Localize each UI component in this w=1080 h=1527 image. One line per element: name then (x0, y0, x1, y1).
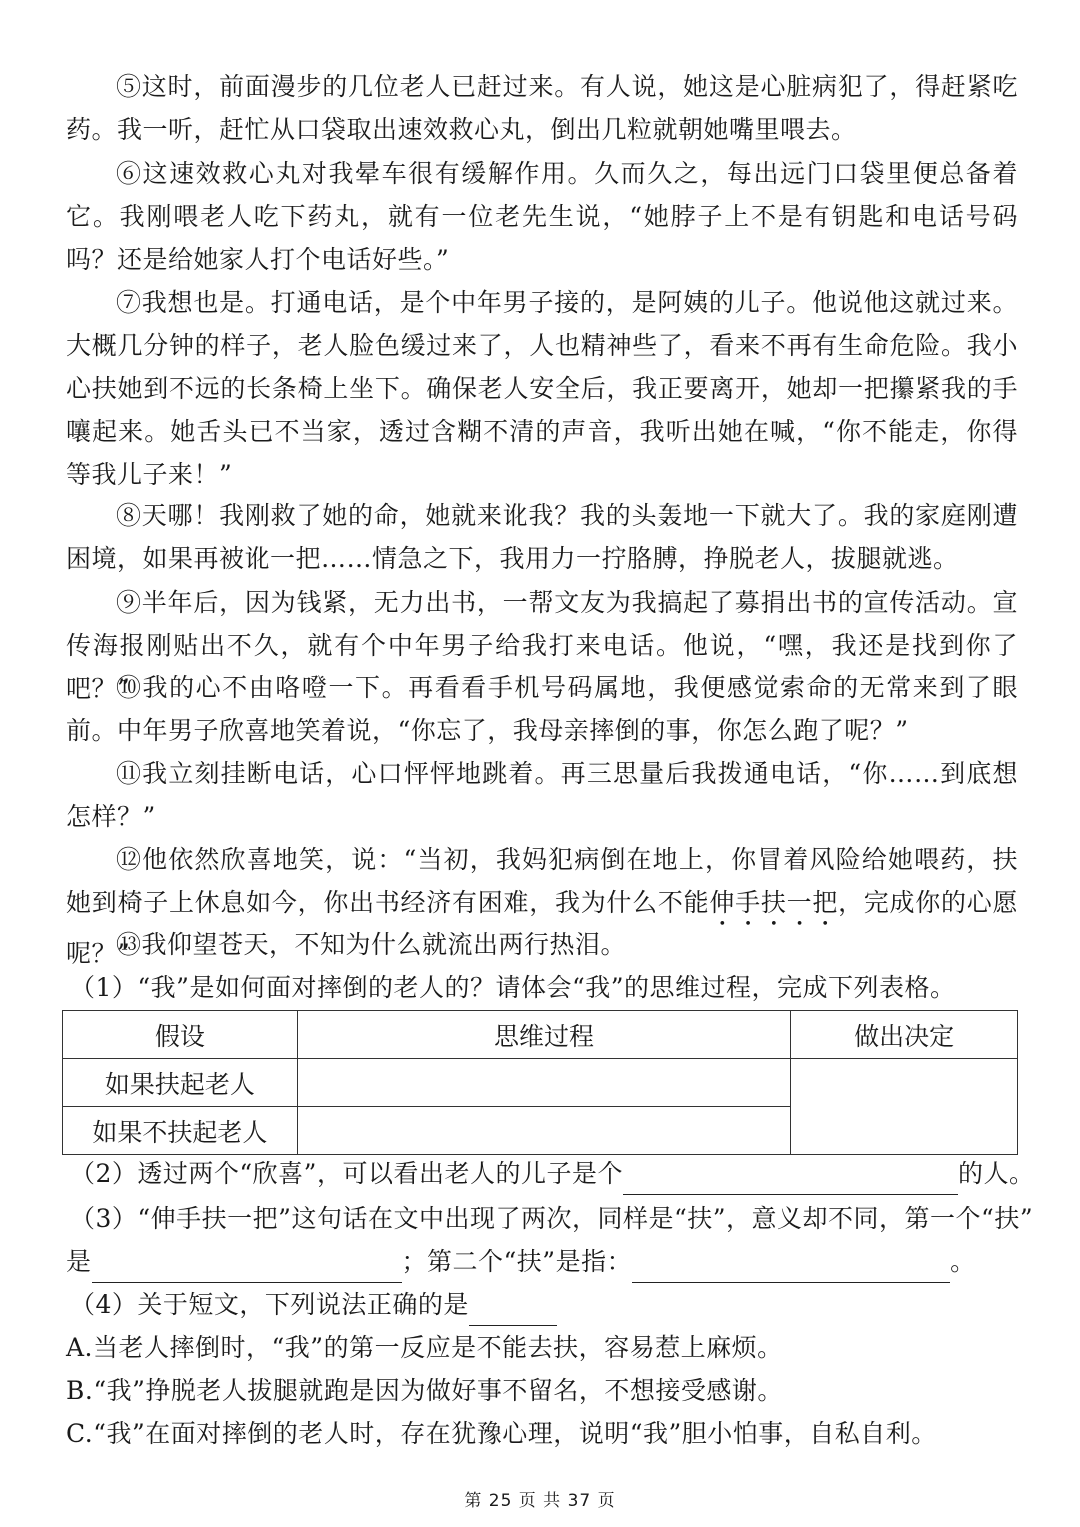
answer-cell-decision[interactable] (791, 1059, 1018, 1155)
row-no-help-label: 如果不扶起老人 (63, 1107, 298, 1155)
question-2 (70, 1152, 1035, 1195)
question-2-end: 的人。 (957, 1159, 1035, 1188)
paragraph-9: ⑨半年后，因为钱紧，无力出书，一帮文友为我搞起了募捐出书的宣传活动。宣传海报刚贴出不久，就有个中年男子给我打来电话。他说，“嘿，我还是找到你了吧？” (66, 588, 1018, 703)
paragraph-7: ⑦我想也是。打通电话，是个中年男子接的，是阿姨的儿子。他说他这就过来。大概几分钟的样子，老人脸色缓过来了，人也精神些了，看来不再有生命危险。我小心扶她到不远的长条椅上坐下。确保老人安全后，我正要离开，她却一把攥紧我的手嚷起来。她舌头已不当家，透过含糊不清的声音，我听出她在喊，“你不能走，你得等我儿子来！” (66, 288, 1018, 489)
table-header-row (63, 1011, 1018, 1059)
paragraph-6: ⑥这速效救心丸对我晕车很有缓解作用。久而久之，每出远门口袋里便总备着它。我刚喂老人吃下药丸，就有一位老先生说，“她脖子上不是有钥匙和电话号码吗？还是给她家人打个电话好些。” (66, 159, 1018, 274)
question-4-text: （4）关于短文，下列说法正确的是 (70, 1290, 469, 1319)
paragraph-10: ⑩我的心不由咯噔一下。再看看手机号码属地，我便感觉索命的无常来到了眼前。中年男子欣喜地笑着说，“你忘了，我母亲摔倒的事，你怎么跑了呢？” (66, 673, 1018, 745)
page-number: 第 25 页 共 37 页 (464, 1491, 616, 1511)
answer-blank-4[interactable] (469, 1297, 557, 1326)
thinking-table (62, 1010, 1018, 1155)
option-b: B.“我”挣脱老人拔腿就跑是因为做好事不留名，不想接受感谢。 (66, 1376, 783, 1405)
header-decision: 做出决定 (791, 1011, 1018, 1059)
question-3-middle: ；第二个“扶”是指： (401, 1247, 633, 1276)
question-2-text: （2）透过两个“欣喜”，可以看出老人的儿子是个 (70, 1159, 623, 1188)
option-a: A.当老人摔倒时，“我”的第一反应是不能去扶，容易惹上麻烦。 (66, 1333, 783, 1362)
question-1: （1）“我”是如何面对摔倒的老人的？请体会“我”的思维过程，完成下列表格。 (70, 973, 956, 1002)
paragraph-5: ⑤这时，前面漫步的几位老人已赶过来。有人说，她这是心脏病犯了，得赶紧吃药。我一听，赶忙从口袋取出速效救心丸，倒出几粒就朝她嘴里喂去。 (66, 72, 1018, 144)
answer-blank-3a[interactable] (92, 1254, 402, 1283)
emphasized-phrase: 伸手扶一把 (709, 888, 839, 917)
header-thinking-process: 思维过程 (297, 1011, 790, 1059)
paragraph-8: ⑧天哪！我刚救了她的命，她就来讹我？我的头轰地一下就大了。我的家庭刚遭困境，如果再被讹一把……情急之下，我用力一拧胳膊，挣脱老人，拔腿就逃。 (66, 501, 1018, 573)
paragraph-12-after: ，完成你的心愿呢？” (66, 888, 1018, 968)
answer-cell-help-process[interactable] (297, 1059, 790, 1107)
question-3: （3）“伸手扶一把”这句话在文中出现了两次，同样是“扶”，意义却不同，第一个“扶” (70, 1204, 1034, 1233)
question-4 (70, 1283, 1030, 1326)
row-help-label: 如果扶起老人 (63, 1059, 298, 1107)
answer-cell-no-help-process[interactable] (297, 1107, 790, 1155)
question-3-prefix: 是 (66, 1247, 92, 1276)
paragraph-12-before: ⑫他依然欣喜地笑，说：“当初，我妈犯病倒在地上，你冒着风险给她喂药，扶她到椅子上休息如今，你出书经济有困难，我为什么不能 (66, 845, 1018, 917)
paragraph-11: ⑪我立刻挂断电话，心口怦怦地跳着。再三思量后我拨通电话，“你……到底想怎样？” (66, 759, 1018, 831)
question-3-end: 。 (950, 1247, 976, 1276)
answer-blank-2[interactable] (623, 1166, 958, 1195)
paragraph-13: ⑬我仰望苍天，不知为什么就流出两行热泪。 (116, 930, 627, 959)
option-c: C.“我”在面对摔倒的老人时，存在犹豫心理，说明“我”胆小怕事，自私自利。 (66, 1419, 937, 1448)
header-assumption: 假设 (63, 1011, 298, 1059)
answer-blank-3b[interactable] (632, 1254, 950, 1283)
question-3-answer-line (66, 1240, 1026, 1283)
table-row (63, 1059, 1018, 1107)
